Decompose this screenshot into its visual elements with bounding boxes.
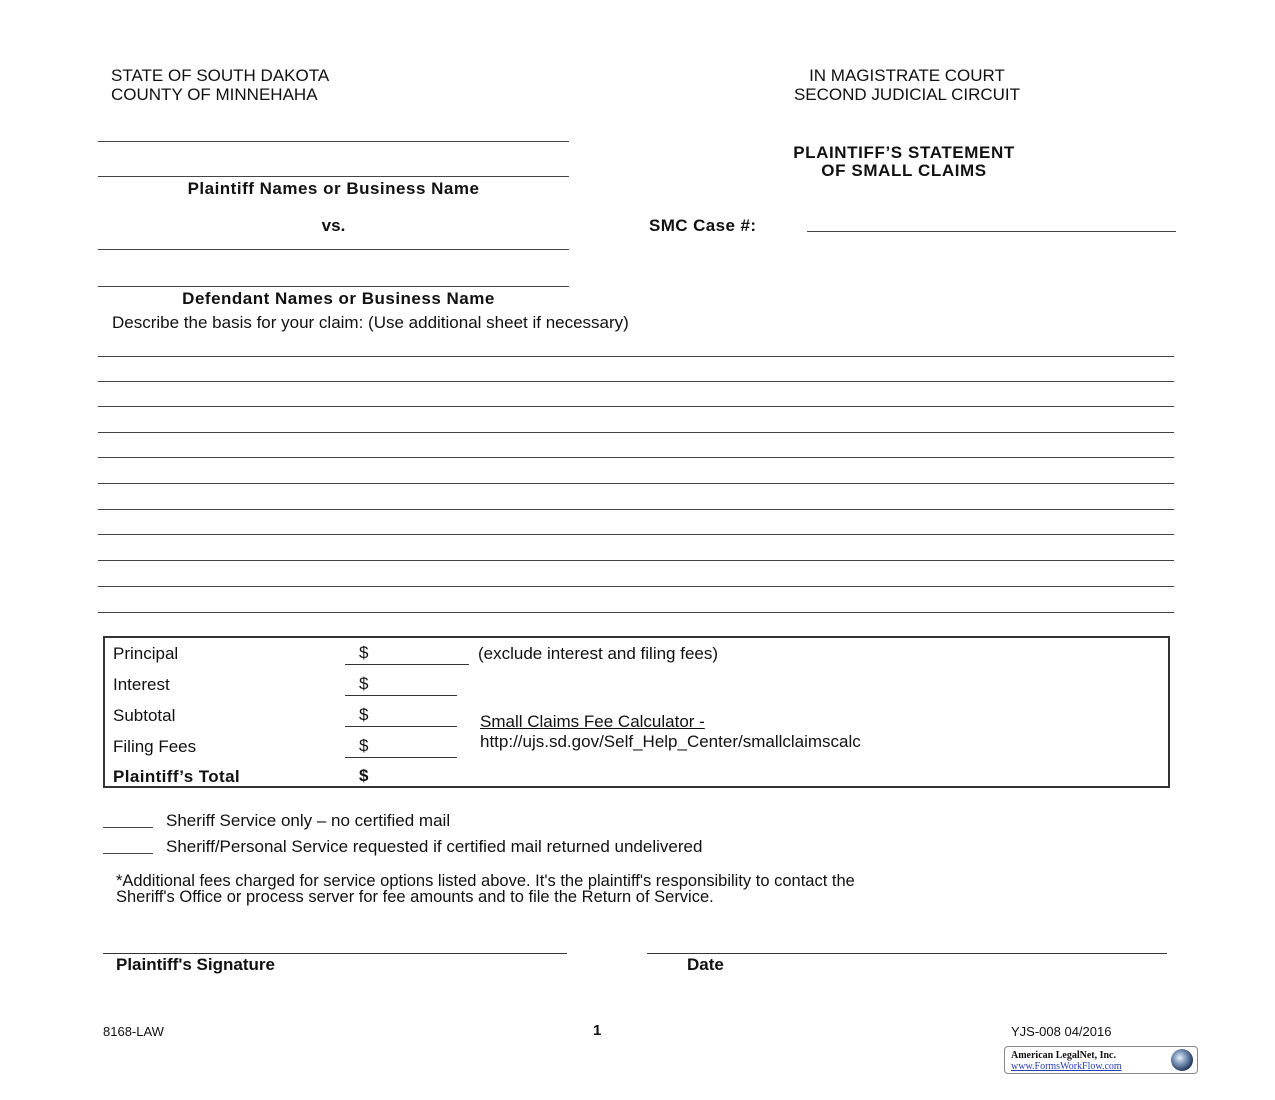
claim-line-2[interactable] bbox=[98, 381, 1174, 382]
plaintiff-total-amount-field[interactable] bbox=[345, 767, 457, 788]
interest-label: Interest bbox=[113, 675, 170, 694]
service-fee-note-line-1: *Additional fees charged for service options listed above. It's the plaintiff's responsibility to contact the bbox=[116, 872, 855, 890]
sheriff-service-only-label: Sheriff Service only – no certified mail bbox=[166, 811, 451, 830]
defendant-label: Defendant Names or Business Name bbox=[182, 289, 495, 308]
service-fee-note-line-2: Sheriff's Office or process server for fee amounts and to file the Return of Service. bbox=[116, 888, 714, 906]
dollar-sign: $ bbox=[359, 736, 369, 755]
subtotal-amount-field[interactable] bbox=[345, 706, 457, 727]
form-version: YJS-008 04/2016 bbox=[1011, 1024, 1112, 1039]
dollar-sign: $ bbox=[359, 766, 369, 785]
fee-calculator-link[interactable]: Small Claims Fee Calculator - bbox=[480, 712, 705, 731]
dollar-sign: $ bbox=[359, 705, 369, 724]
plaintiff-signature-field[interactable] bbox=[103, 953, 567, 954]
state-heading: STATE OF SOUTH DAKOTA bbox=[111, 66, 330, 85]
versus-label: vs. bbox=[321, 216, 346, 235]
amounts-box bbox=[103, 636, 1170, 788]
claim-line-3[interactable] bbox=[98, 406, 1174, 407]
form-code: 8168-LAW bbox=[103, 1024, 164, 1039]
plaintiff-signature-label: Plaintiff's Signature bbox=[116, 955, 275, 974]
claim-line-8[interactable] bbox=[98, 534, 1174, 535]
court-heading: IN MAGISTRATE COURT bbox=[809, 66, 1005, 85]
amount-row-total bbox=[105, 767, 1168, 791]
plaintiff-name-field-1[interactable] bbox=[98, 141, 569, 142]
claim-prompt: Describe the basis for your claim: (Use additional sheet if necessary) bbox=[112, 313, 629, 332]
filing-fees-label: Filing Fees bbox=[113, 737, 197, 756]
claim-line-1[interactable] bbox=[98, 356, 1174, 357]
claim-line-10[interactable] bbox=[98, 586, 1174, 587]
form-title-line-1: PLAINTIFF’S STATEMENT bbox=[793, 143, 1015, 162]
amount-row-interest bbox=[105, 675, 1168, 699]
filing-fees-amount-field[interactable] bbox=[345, 737, 457, 758]
claim-line-6[interactable] bbox=[98, 483, 1174, 484]
smc-case-field[interactable] bbox=[807, 231, 1176, 232]
amount-row-principal bbox=[105, 644, 1168, 668]
dollar-sign: $ bbox=[359, 643, 369, 662]
page-number: 1 bbox=[593, 1022, 602, 1039]
principal-label: Principal bbox=[113, 644, 179, 663]
sheriff-service-only-checkbox[interactable] bbox=[103, 827, 153, 828]
sheriff-personal-service-checkbox[interactable] bbox=[103, 853, 153, 854]
dollar-sign: $ bbox=[359, 674, 369, 693]
logo-url-link[interactable]: www.FormsWorkFlow.com bbox=[1011, 1061, 1122, 1072]
date-field[interactable] bbox=[647, 953, 1167, 954]
principal-amount-field[interactable] bbox=[345, 644, 469, 665]
form-title-line-2: OF SMALL CLAIMS bbox=[821, 161, 987, 180]
smc-case-label: SMC Case #: bbox=[649, 216, 757, 235]
claim-line-9[interactable] bbox=[98, 560, 1174, 561]
subtotal-label: Subtotal bbox=[113, 706, 176, 725]
defendant-name-field-2[interactable] bbox=[98, 286, 569, 287]
sheriff-personal-service-label: Sheriff/Personal Service requested if certified mail returned undelivered bbox=[166, 837, 703, 856]
circuit-heading: SECOND JUDICIAL CIRCUIT bbox=[793, 85, 1021, 104]
fee-calculator-url: http://ujs.sd.gov/Self_Help_Center/smallclaimscalc bbox=[480, 732, 861, 751]
claim-line-11[interactable] bbox=[98, 612, 1174, 613]
claim-line-5[interactable] bbox=[98, 457, 1174, 458]
defendant-name-field-1[interactable] bbox=[98, 249, 569, 250]
interest-amount-field[interactable] bbox=[345, 675, 457, 696]
plaintiff-name-field-2[interactable] bbox=[98, 176, 569, 177]
claim-line-4[interactable] bbox=[98, 432, 1174, 433]
claim-line-7[interactable] bbox=[98, 509, 1174, 510]
plaintiff-label: Plaintiff Names or Business Name bbox=[187, 179, 480, 198]
county-heading: COUNTY OF MINNEHAHA bbox=[111, 85, 318, 104]
principal-note: (exclude interest and filing fees) bbox=[478, 644, 719, 663]
plaintiff-total-label: Plaintiff’s Total bbox=[113, 767, 241, 786]
date-label: Date bbox=[687, 955, 724, 974]
globe-icon bbox=[1171, 1049, 1193, 1071]
american-legalnet-logo[interactable] bbox=[1004, 1046, 1198, 1074]
logo-company-name: American LegalNet, Inc. bbox=[1011, 1050, 1116, 1061]
